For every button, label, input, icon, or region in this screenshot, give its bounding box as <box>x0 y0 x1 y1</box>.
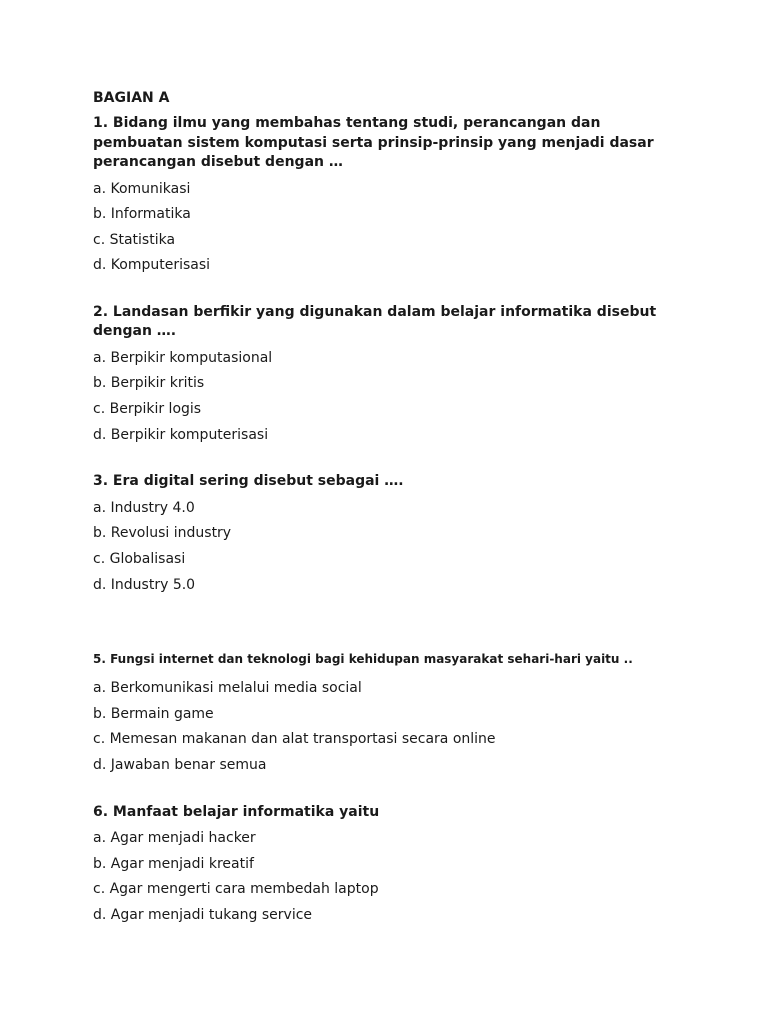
question-3 <box>93 472 693 598</box>
question-1 <box>93 114 693 279</box>
option-d: d. Agar menjadi tukang service <box>93 906 313 923</box>
option-c: c. Globalisasi <box>93 550 186 567</box>
question-text: 6. Manfaat belajar informatika yaitu <box>93 803 380 820</box>
section-title: BAGIAN A <box>93 90 170 106</box>
option-b: b. Bermain game <box>93 705 214 722</box>
option-c: c. Berpikir logis <box>93 401 202 418</box>
option-b: b. Berpikir kritis <box>93 375 205 392</box>
option-b: b. Revolusi industry <box>93 525 232 542</box>
option-c: c. Memesan makanan dan alat transportasi secara online <box>93 731 496 748</box>
question-6 <box>93 803 693 929</box>
question-text: 5. Fungsi internet dan teknologi bagi kehidupan masyarakat sehari-hari yaitu .. <box>93 652 633 667</box>
document-page <box>93 88 693 952</box>
option-a: a. Industry 4.0 <box>93 499 195 516</box>
question-text: 2. Landasan berfikir yang digunakan dalam belajar informatika disebut dengan …. <box>93 303 657 340</box>
question-2 <box>93 303 693 448</box>
question-5 <box>93 650 693 778</box>
option-c: c. Statistika <box>93 231 176 248</box>
option-a: a. Agar menjadi hacker <box>93 830 256 846</box>
option-d: d. Industry 5.0 <box>93 576 196 593</box>
option-a: a. Komunikasi <box>93 180 191 197</box>
option-b: b. Agar menjadi kreatif <box>93 855 254 872</box>
option-c: c. Agar mengerti cara membedah laptop <box>93 881 379 898</box>
spacer <box>93 622 693 650</box>
option-b: b. Informatika <box>93 206 191 223</box>
option-d: d. Berpikir komputerisasi <box>93 426 269 443</box>
option-d: d. Komputerisasi <box>93 257 211 274</box>
option-a: a. Berpikir komputasional <box>93 349 273 366</box>
option-a: a. Berkomunikasi melalui media social <box>93 680 362 697</box>
question-text: 1. Bidang ilmu yang membahas tentang studi, perancangan dan pembuatan sistem komputasi serta prinsip-prinsip yang menjadi dasar perancangan disebut dengan … <box>93 115 654 170</box>
question-text: 3. Era digital sering disebut sebagai …. <box>93 473 404 490</box>
option-d: d. Jawaban benar semua <box>93 756 267 773</box>
